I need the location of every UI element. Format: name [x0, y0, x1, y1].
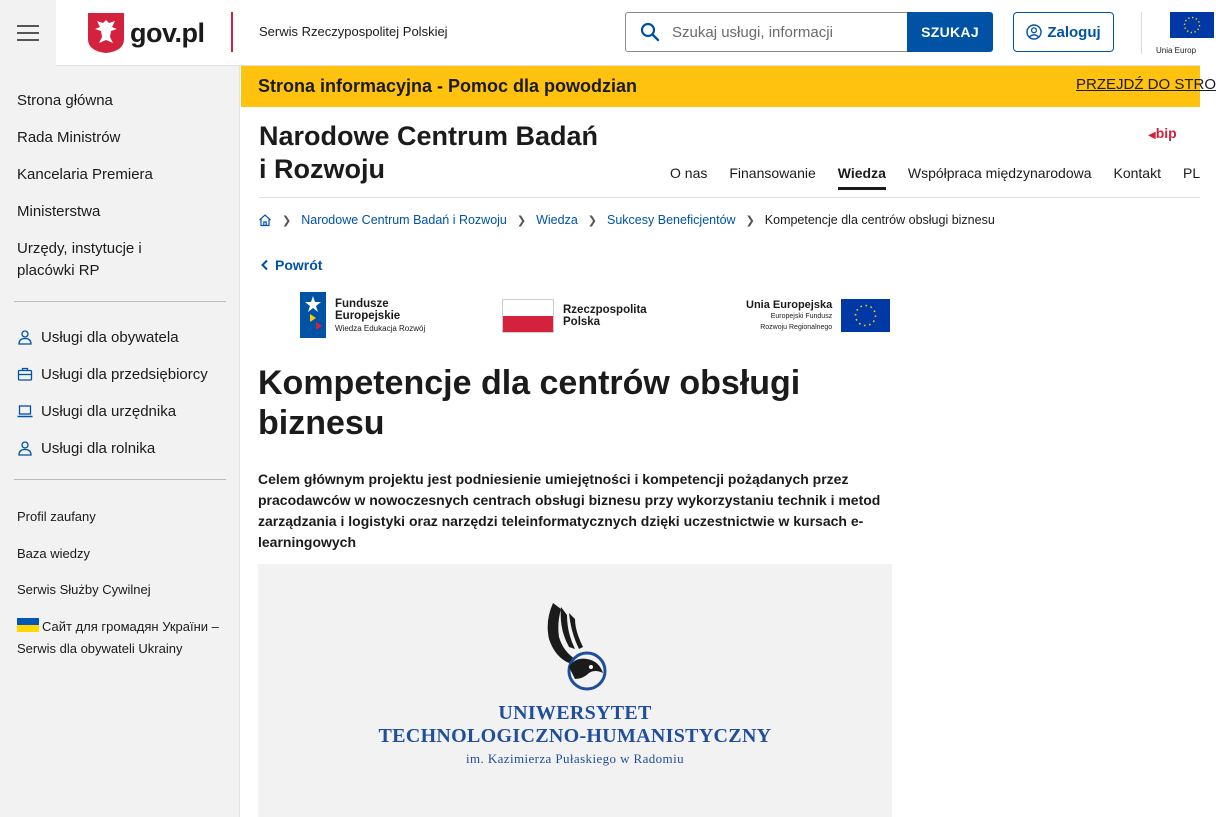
- logo-text: Fundusze: [335, 297, 389, 310]
- fundusze-europejskie-icon: [300, 292, 326, 338]
- unia-europejska-logo: [746, 299, 890, 332]
- breadcrumb-item[interactable]: Wiedza: [536, 213, 578, 227]
- header-divider-eu: [1141, 12, 1142, 54]
- eu-logo-header: [1156, 12, 1214, 55]
- menu-button[interactable]: [0, 0, 56, 66]
- sidebar-item-official[interactable]: [17, 400, 208, 422]
- gov-logo[interactable]: [88, 13, 205, 53]
- rzeczpospolita-polska-logo: [502, 299, 647, 333]
- sidebar-item-farmer[interactable]: [17, 437, 208, 459]
- sidebar-item-civil-service[interactable]: Serwis Służby Cywilnej: [17, 582, 151, 597]
- institution-name-line: Narodowe Centrum Badań: [259, 121, 599, 151]
- sidebar-item-citizen[interactable]: [17, 326, 208, 348]
- chevron-right-icon: ❯: [745, 214, 755, 227]
- logo-text: Unia Europejska: [746, 299, 833, 311]
- university-name-line: TECHNOLOGICZNO-HUMANISTYCZNY: [378, 725, 772, 747]
- logo-text: Wiedza Edukacja Rozwój: [335, 323, 426, 333]
- university-logo: [258, 599, 892, 767]
- sidebar-item-chancellery[interactable]: Kancelaria Premiera: [17, 166, 153, 183]
- back-label: Powrót: [275, 257, 323, 273]
- sidebar-item-label: Сайт для громадян України –Serwis dla obywateli Ukrainy: [17, 618, 219, 656]
- briefcase-icon: [17, 366, 33, 382]
- search-input[interactable]: [672, 24, 892, 41]
- search-box: [625, 12, 908, 52]
- home-icon[interactable]: [258, 213, 272, 227]
- eu-flag-icon: [1170, 12, 1214, 38]
- bip-arrow-icon: ◀: [1148, 130, 1156, 141]
- search-button[interactable]: SZUKAJ: [907, 12, 993, 52]
- chevron-right-icon: ❯: [516, 214, 527, 227]
- ukraine-flag-icon: [17, 618, 39, 632]
- nav-funding[interactable]: Finansowanie: [729, 165, 816, 181]
- nav-about[interactable]: O nas: [670, 165, 708, 181]
- person-icon: [17, 329, 33, 345]
- logo-text: Europejski Fundusz: [770, 313, 833, 320]
- sidebar-divider: [14, 301, 226, 302]
- fundusze-europejskie-logo: [300, 292, 425, 338]
- sidebar-item-label: Usługi dla przedsiębiorcy: [41, 365, 208, 383]
- institution-name[interactable]: [259, 120, 598, 186]
- sidebar-item-label: Usługi dla rolnika: [41, 439, 156, 457]
- breadcrumb-current: Kompetencje dla centrów obsługi biznesu: [764, 213, 995, 227]
- logo-text: Europejskie: [335, 309, 401, 322]
- university-name-line: UNIWERSYTET: [498, 702, 652, 724]
- sidebar-main-nav: [17, 90, 153, 297]
- nav-contact[interactable]: Kontakt: [1113, 165, 1161, 181]
- hamburger-icon: [17, 25, 39, 27]
- sidebar-item-institutions[interactable]: Urzędy, instytucje i placówki RP: [17, 240, 142, 279]
- sidebar-item-ministries[interactable]: Ministerstwa: [17, 203, 101, 220]
- eu-label: Unia Europ: [1156, 46, 1197, 55]
- banner-title: Strona informacyjna - Pomoc dla powodzian: [258, 76, 638, 96]
- nav-knowledge[interactable]: Wiedza: [838, 165, 886, 190]
- chevron-right-icon: ❯: [587, 214, 598, 227]
- site-header: [0, 0, 1200, 66]
- university-subtitle: im. Kazimierza Pułaskiego w Radomiu: [466, 751, 684, 766]
- nav-international[interactable]: Współpraca międzynarodowa: [907, 165, 1092, 181]
- service-name: Serwis Rzeczypospolitej Polskiej: [259, 24, 448, 39]
- breadcrumb: [258, 213, 995, 227]
- login-button[interactable]: [1013, 12, 1114, 52]
- banner-link[interactable]: PRZEJDŹ DO STRO: [1076, 76, 1216, 93]
- breadcrumb-item[interactable]: Sukcesy Beneficjentów: [607, 213, 736, 227]
- laptop-icon: [17, 403, 33, 419]
- info-banner: [241, 66, 1216, 107]
- sidebar-item-trusted-profile[interactable]: Profil zaufany: [17, 509, 96, 524]
- person-icon: [17, 440, 33, 456]
- eagle-emblem-icon: [88, 13, 124, 53]
- sidebar-item-ukraine[interactable]: [17, 616, 222, 660]
- nav-language[interactable]: PL: [1182, 165, 1201, 181]
- poland-flag-icon: [502, 299, 554, 333]
- institution-nav: [670, 165, 1200, 190]
- bip-link[interactable]: [1148, 125, 1177, 141]
- sidebar-item-label: Usługi dla urzędnika: [41, 402, 177, 420]
- sidebar-item-knowledge-base[interactable]: Baza wiedzy: [17, 545, 90, 561]
- sidebar-services-nav: [17, 326, 208, 474]
- sidebar-item-council[interactable]: Rada Ministrów: [17, 129, 121, 146]
- article-lead: Celem głównym projektu jest podniesienie umiejętności i kompetencji pożądanych przez pracodawców w nowoczesnych centrach obsługi biznesu przy wykorzystaniu technik i metod zarządzania i logistyki oraz narzędzi teleinformatycznych dzięki uczestnictwie w kursach e-learningowych: [258, 471, 881, 550]
- logo-text: Polska: [563, 316, 601, 328]
- griffin-emblem-icon: [535, 599, 615, 694]
- article-title: Kompetencje dla centrów obsługi biznesu: [258, 364, 801, 442]
- sidebar: [0, 66, 240, 817]
- breadcrumb-item[interactable]: Narodowe Centrum Badań i Rozwoju: [301, 213, 507, 227]
- chevron-left-icon: [260, 259, 269, 271]
- sidebar-item-business[interactable]: [17, 363, 208, 385]
- logo-text: Rzeczpospolita: [563, 304, 647, 316]
- article-image: [258, 564, 892, 817]
- user-circle-icon: [1026, 24, 1042, 40]
- bip-label: bip: [1155, 125, 1177, 141]
- login-label: Zaloguj: [1047, 23, 1101, 41]
- eu-flag-icon: [841, 299, 890, 332]
- sidebar-divider: [14, 479, 226, 480]
- search-icon: [640, 22, 660, 42]
- logo-text: Rozwoju Regionalnego: [760, 323, 833, 331]
- sidebar-extra-nav: [17, 506, 222, 674]
- nav-divider: [259, 197, 1200, 198]
- chevron-right-icon: ❯: [282, 214, 292, 227]
- sidebar-item-label: Usługi dla obywatela: [41, 328, 179, 346]
- sidebar-item-home[interactable]: Strona główna: [17, 92, 113, 109]
- logo-text: gov.pl: [130, 17, 205, 48]
- header-divider: [231, 12, 233, 52]
- back-link[interactable]: [260, 257, 322, 273]
- institution-name-line: i Rozwoju: [259, 154, 385, 184]
